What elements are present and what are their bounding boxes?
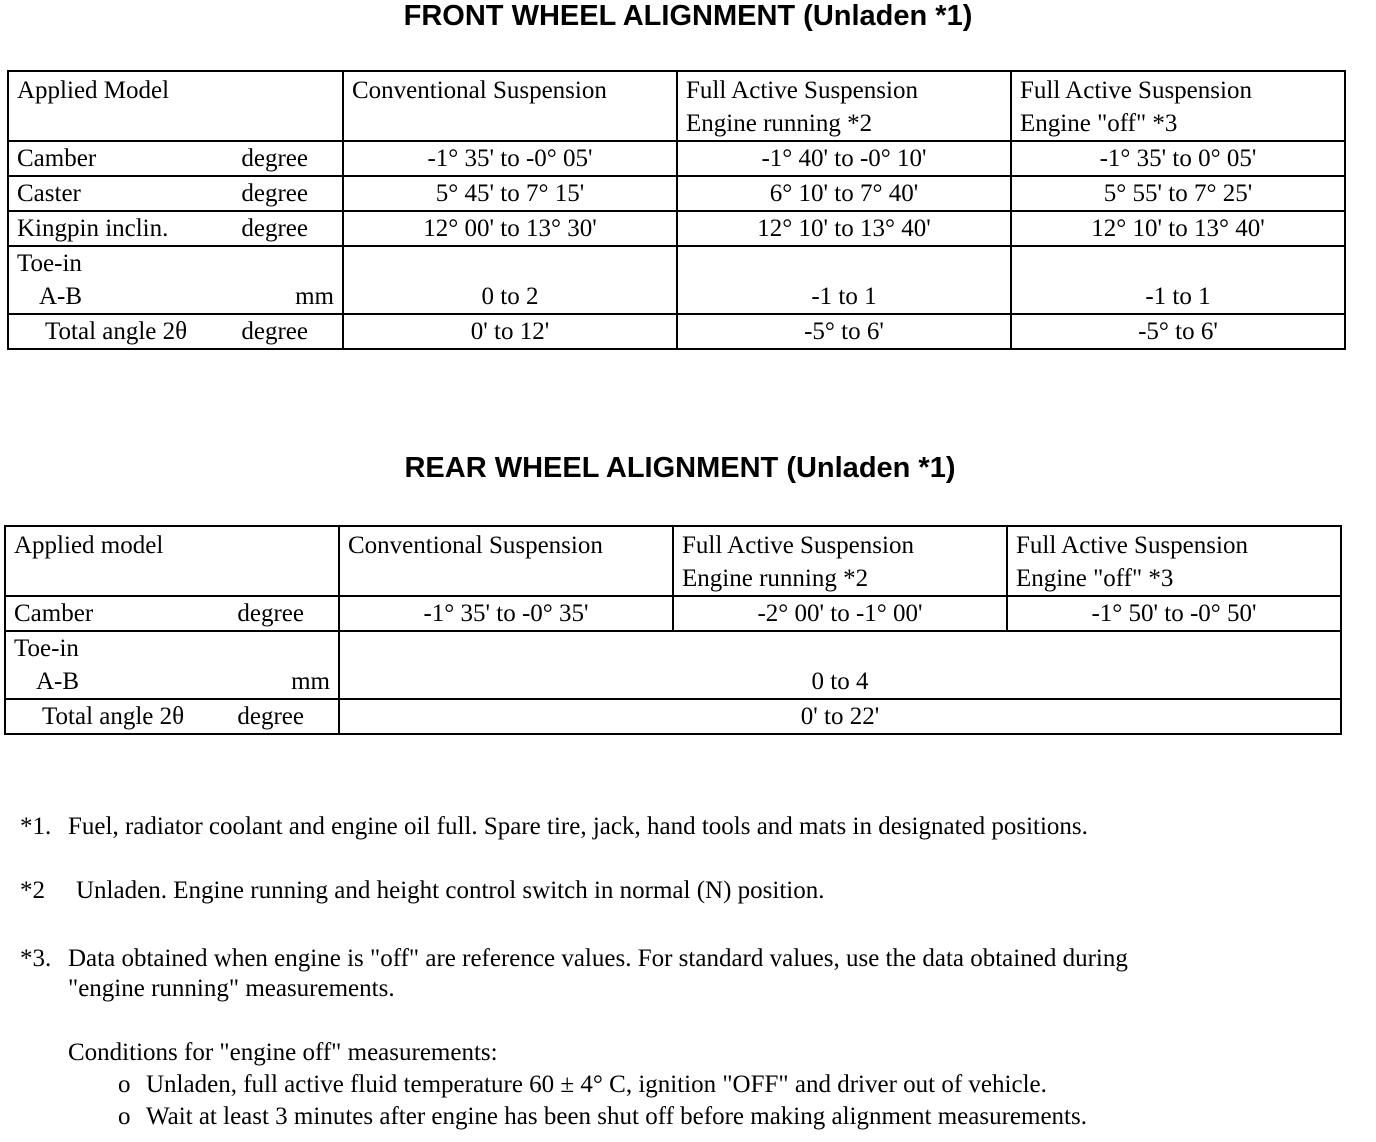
- front-kingpin-running: 12° 10' to 13° 40': [677, 211, 1011, 246]
- rear-toe-angle-row: [5, 699, 1341, 734]
- front-toe-angle-label: Total angle 2θ degree: [8, 314, 343, 349]
- rear-toe-ab-row: [5, 631, 1341, 699]
- rear-toe-angle-label: Total angle 2θ degree: [5, 699, 339, 734]
- rear-toe-in-title: Toe-in: [14, 635, 79, 662]
- rear-toe-ab-value: 0 to 4: [339, 631, 1341, 699]
- front-header-active-running: Full Active Suspension Engine running *2: [677, 71, 1011, 141]
- front-kingpin-off: 12° 10' to 13° 40': [1011, 211, 1345, 246]
- front-toe-angle-off: -5° to 6': [1011, 314, 1345, 349]
- front-toe-ab-conventional: 0 to 2: [343, 246, 677, 314]
- front-caster-off: 5° 55' to 7° 25': [1011, 176, 1345, 211]
- front-toe-angle-running: -5° to 6': [677, 314, 1011, 349]
- rear-header-active-running: Full Active Suspension Engine running *2: [673, 526, 1007, 596]
- conditions-title: Conditions for "engine off" measurements:: [68, 1039, 498, 1066]
- front-toe-angle-conventional: 0' to 12': [343, 314, 677, 349]
- front-camber-label: Camber degree: [8, 141, 343, 176]
- front-caster-running: 6° 10' to 7° 40': [677, 176, 1011, 211]
- rear-camber-label: Camber degree: [5, 596, 339, 631]
- rear-toe-ab-label: Toe-in A-B mm: [5, 631, 339, 699]
- rear-header-conventional: Conventional Suspension: [339, 526, 673, 596]
- front-header-row: [8, 71, 1345, 141]
- rear-header-active-off: Full Active Suspension Engine "off" *3: [1007, 526, 1341, 596]
- front-toe-ab-label: Toe-in A-B mm: [8, 246, 343, 314]
- front-header-active-off: Full Active Suspension Engine "off" *3: [1011, 71, 1345, 141]
- condition-item: o Wait at least 3 minutes after engine has been shut off before making alignment measurements.: [118, 1103, 1087, 1130]
- front-caster-conventional: 5° 45' to 7° 15': [343, 176, 677, 211]
- engine-off-conditions: [68, 1037, 1087, 1133]
- front-alignment-table: [7, 70, 1346, 350]
- rear-camber-row: [5, 596, 1341, 631]
- front-caster-row: [8, 176, 1345, 211]
- rear-header-model: Applied model: [5, 526, 339, 596]
- rear-header-row: [5, 526, 1341, 596]
- footnote-1: *1. Fuel, radiator coolant and engine oil full. Spare tire, jack, hand tools and mats in designated positions.: [20, 813, 1088, 840]
- front-caster-label: Caster degree: [8, 176, 343, 211]
- footnote-3: *3. Data obtained when engine is "off" are reference values. For standard values, use the data obtained during "engine running" measurements.: [20, 945, 1128, 1002]
- rear-alignment-table: [4, 525, 1342, 735]
- front-camber-row: [8, 141, 1345, 176]
- footnote-2: *2 Unladen. Engine running and height control switch in normal (N) position.: [20, 877, 825, 904]
- front-toe-ab-running: -1 to 1: [677, 246, 1011, 314]
- front-toe-in-title: Toe-in: [17, 250, 82, 277]
- front-alignment-title: FRONT WHEEL ALIGNMENT (Unladen *1): [403, 0, 973, 32]
- front-toe-angle-row: [8, 314, 1345, 349]
- front-kingpin-row: [8, 211, 1345, 246]
- front-toe-ab-row: [8, 246, 1345, 314]
- front-kingpin-label: Kingpin inclin. degree: [8, 211, 343, 246]
- front-camber-conventional: -1° 35' to -0° 05': [343, 141, 677, 176]
- front-toe-ab-off: -1 to 1: [1011, 246, 1345, 314]
- rear-toe-angle-value: 0' to 22': [339, 699, 1341, 734]
- front-kingpin-conventional: 12° 00' to 13° 30': [343, 211, 677, 246]
- rear-camber-conventional: -1° 35' to -0° 35': [339, 596, 673, 631]
- rear-camber-running: -2° 00' to -1° 00': [673, 596, 1007, 631]
- condition-item: o Unladen, full active fluid temperature 60 ± 4° C, ignition "OFF" and driver out of vehicle.: [118, 1071, 1047, 1098]
- front-header-conventional: Conventional Suspension: [343, 71, 677, 141]
- rear-camber-off: -1° 50' to -0° 50': [1007, 596, 1341, 631]
- front-camber-off: -1° 35' to 0° 05': [1011, 141, 1345, 176]
- rear-alignment-title: REAR WHEEL ALIGNMENT (Unladen *1): [404, 452, 956, 484]
- front-camber-running: -1° 40' to -0° 10': [677, 141, 1011, 176]
- front-header-model: Applied Model: [8, 71, 343, 141]
